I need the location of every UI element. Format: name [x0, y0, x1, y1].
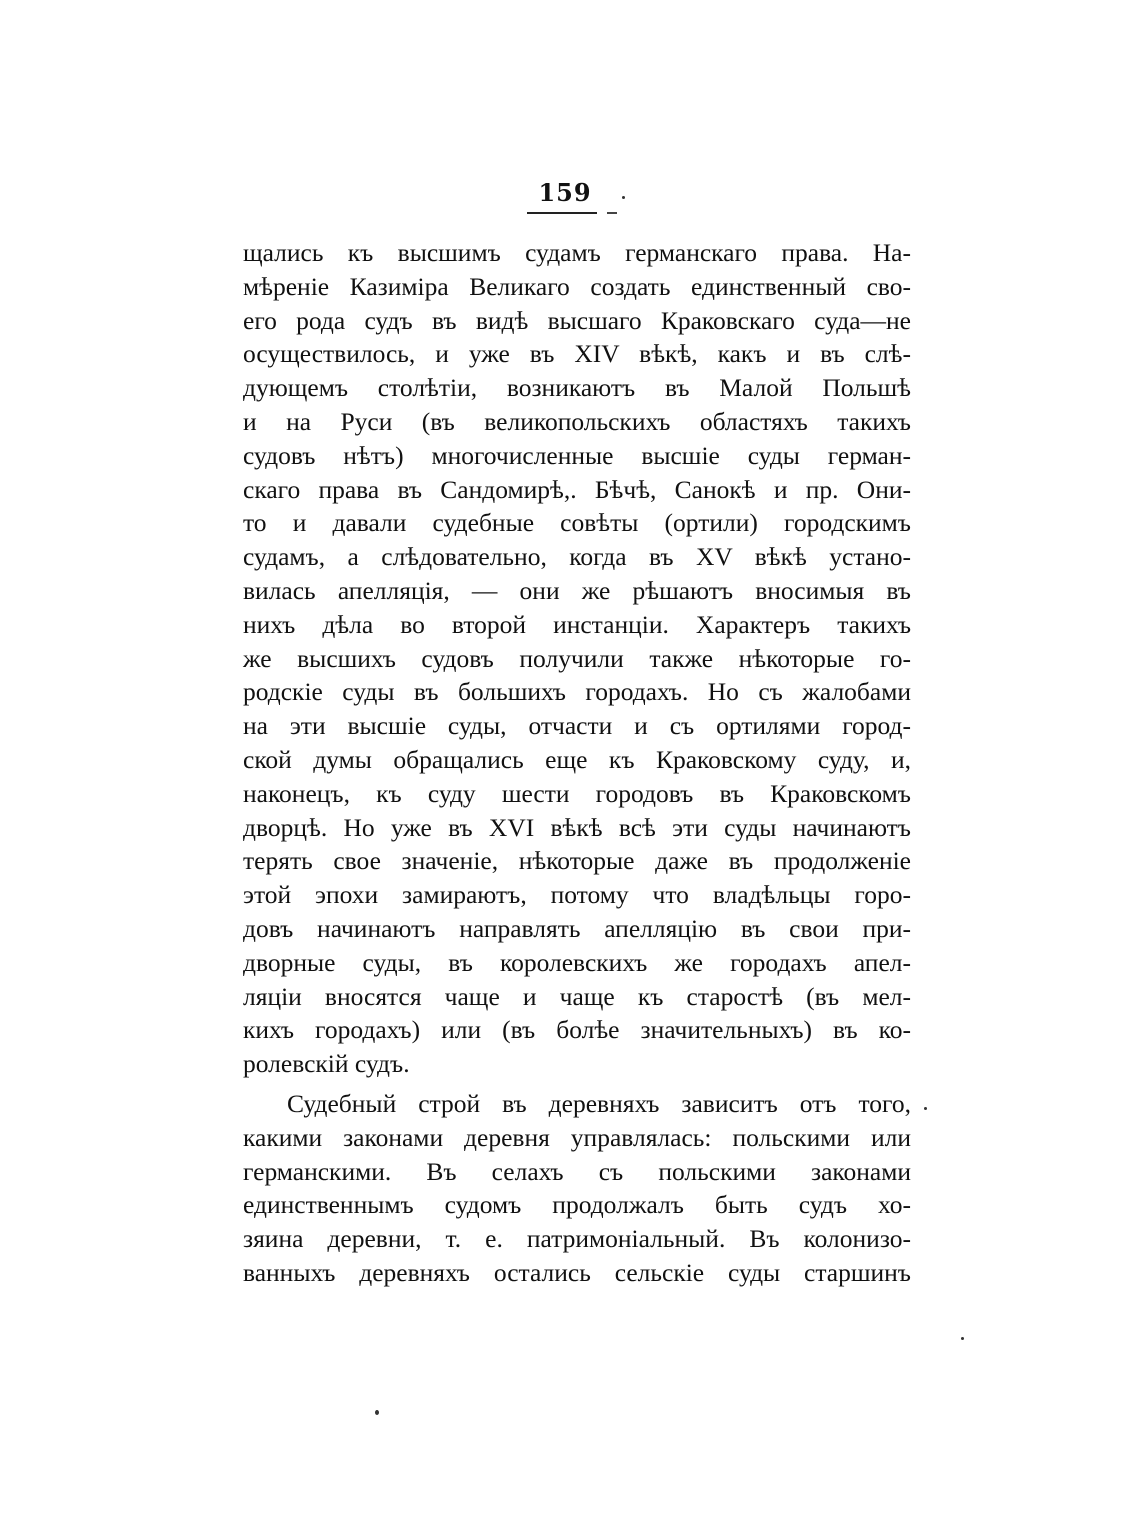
- text-line: ванныхъ деревняхъ остались сельскіе суды старшинъ: [243, 1257, 911, 1287]
- text-line: зяина деревни, т. е. патримоніальный. Въ колонизо-: [243, 1224, 911, 1254]
- text-line: осуществилось, и уже въ XIV вѣкѣ, какъ и въ слѣ-: [243, 339, 911, 369]
- text-line: ской думы обращались еще къ Краковскому суду, и,: [243, 744, 911, 774]
- scan-speck: [961, 1337, 964, 1340]
- scan-speck: [924, 1107, 927, 1110]
- paragraph-2: [243, 1087, 911, 1290]
- text-line: же высшихъ судовъ получили также нѣкоторые го-: [243, 643, 911, 673]
- text-line: дворные суды, въ королевскихъ же городахъ апел-: [243, 947, 911, 977]
- paragraph-1: [243, 236, 911, 1081]
- scan-speck: [622, 196, 625, 199]
- text-line: то и давали судебные совѣты (ортили) городскимъ: [243, 508, 911, 538]
- text-line: единственнымъ судомъ продолжалъ быть судъ хо-: [243, 1190, 911, 1220]
- text-line: его рода судъ въ видѣ высшаго Краковскаго суда—не: [243, 305, 911, 335]
- text-line: ролевскій судъ.: [243, 1049, 410, 1079]
- scan-speck: [375, 1410, 379, 1415]
- text-line: родскіе суды въ большихъ городахъ. Но съ жалобами: [243, 677, 911, 707]
- text-line: нихъ дѣла во второй инстанціи. Характеръ такихъ: [243, 609, 911, 639]
- text-line: дворцѣ. Но уже въ XVI вѣкѣ всѣ эти суды начинаютъ: [243, 812, 911, 842]
- text-line: на эти высшіе суды, отчасти и съ ортилями город-: [243, 711, 911, 741]
- text-line: Судебный строй въ деревняхъ зависитъ отъ того,: [287, 1088, 911, 1118]
- text-line: мѣреніе Казиміра Великаго создать единственный сво-: [243, 271, 911, 301]
- text-line: этой эпохи замираютъ, потому что владѣльцы горо-: [243, 880, 911, 910]
- text-line: какими законами деревня управлялась: польскими или: [243, 1122, 911, 1152]
- text-line: кихъ городахъ) или (въ болѣе значительныхъ) въ ко-: [243, 1015, 911, 1045]
- text-line: наконецъ, къ суду шести городовъ въ Краковскомъ: [243, 778, 911, 808]
- text-line: судовъ нѣтъ) многочисленные высшіе суды герман-: [243, 440, 911, 470]
- text-line: и на Руси (въ великопольскихъ областяхъ такихъ: [243, 406, 911, 436]
- text-line: довъ начинаютъ направлять апелляцію въ свои при-: [243, 913, 911, 943]
- text-line: терять свое значеніе, нѣкоторые даже въ продолженіе: [243, 846, 911, 876]
- body-text: [243, 236, 911, 1290]
- text-line: щались къ высшимъ судамъ германскаго права. На-: [243, 238, 911, 267]
- text-line: скаго права въ Сандомирѣ,. Бѣчѣ, Санокѣ и пр. Они-: [243, 474, 911, 504]
- page-number: 159: [538, 178, 592, 207]
- text-line: дующемъ столѣтіи, возникаютъ въ Малой Польшѣ: [243, 373, 911, 403]
- text-line: ляціи вносятся чаще и чаще къ старостѣ (въ мел-: [243, 981, 911, 1011]
- page-number-rule: [527, 212, 597, 214]
- page-number-rule-dash: [607, 212, 617, 214]
- text-line: германскими. Въ селахъ съ польскими законами: [243, 1156, 911, 1186]
- text-line: вилась апелляція, — они же рѣшаютъ вносимыя въ: [243, 575, 911, 605]
- text-line: судамъ, а слѣдовательно, когда въ XV вѣкѣ устано-: [243, 542, 911, 572]
